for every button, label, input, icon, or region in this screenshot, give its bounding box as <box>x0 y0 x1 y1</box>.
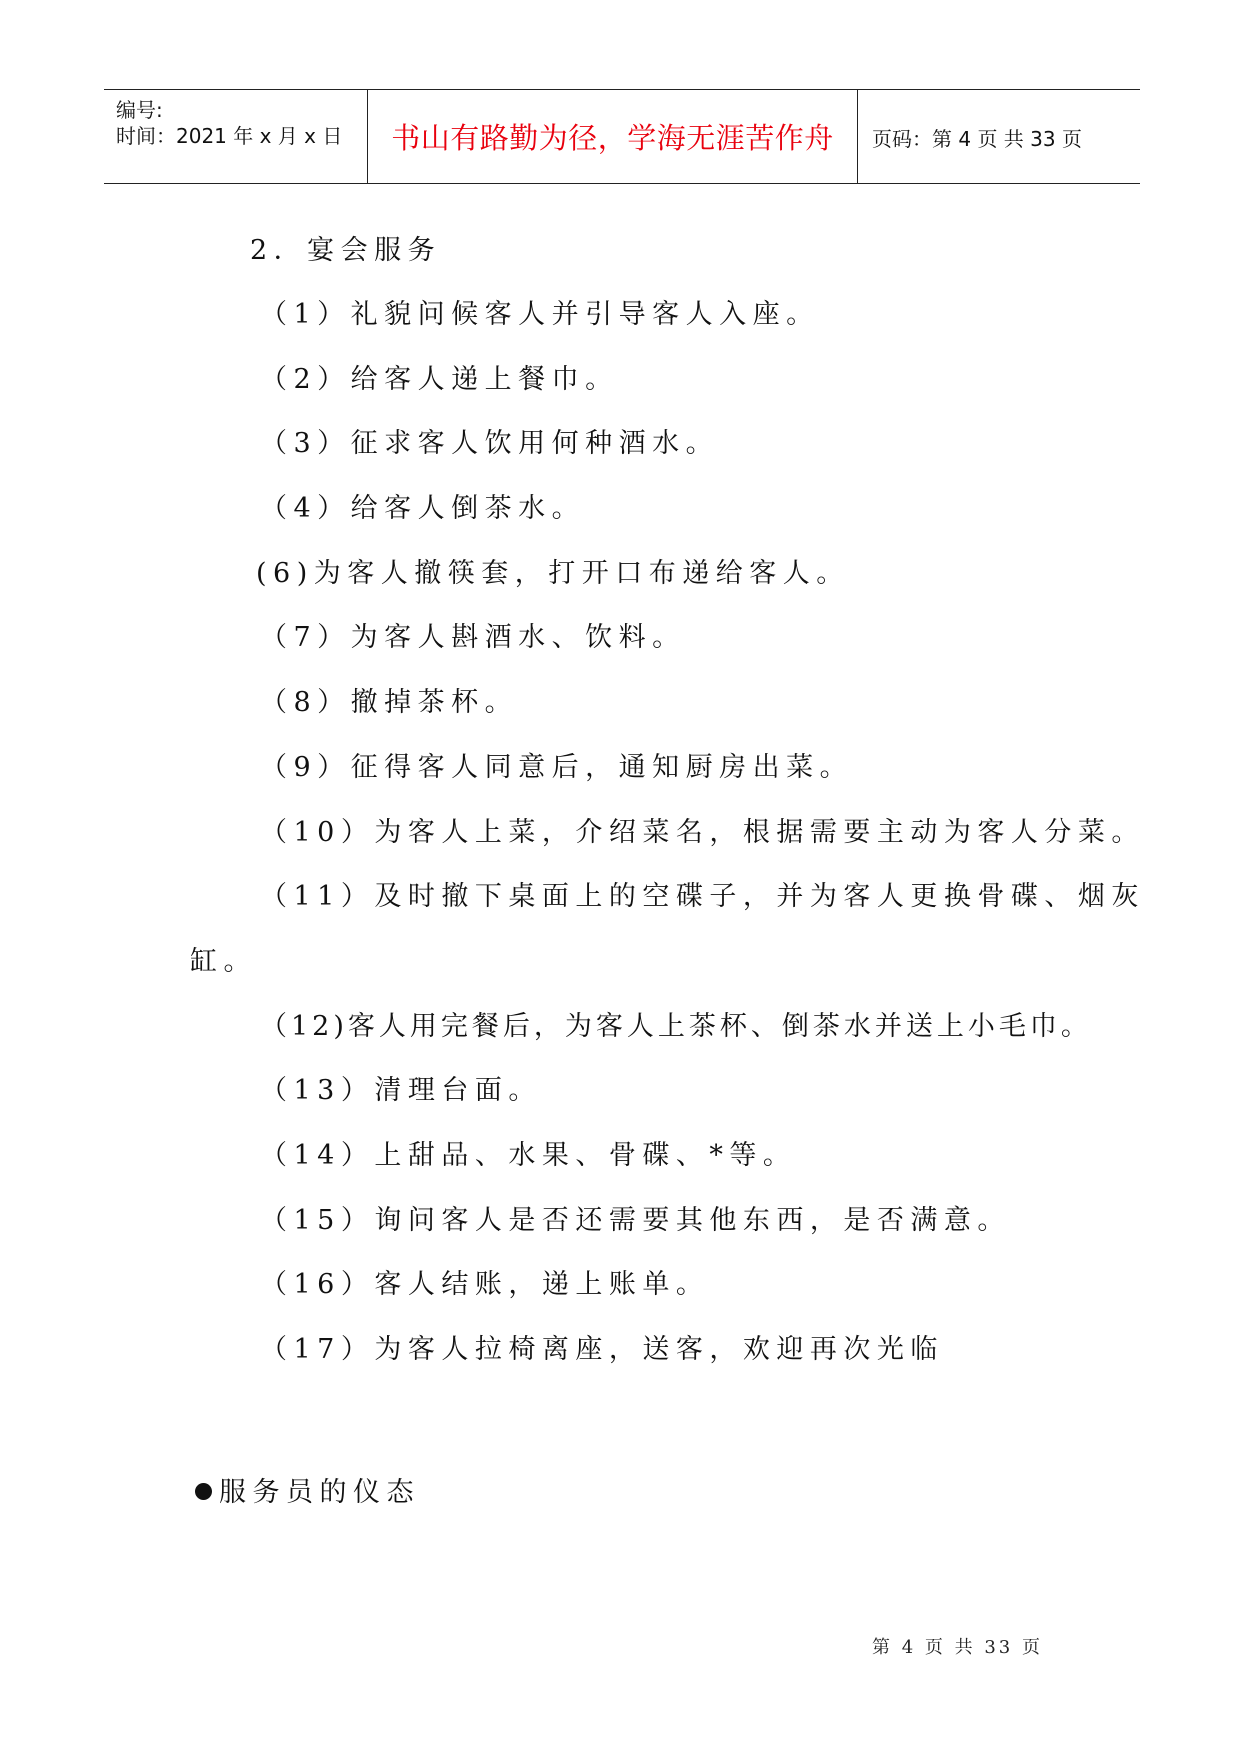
header-motto-cell <box>367 90 858 183</box>
list-item: (6)为客人撤筷套，打开口布递给客人。 <box>256 558 850 589</box>
serial-number-label: 编号: <box>116 98 163 122</box>
list-item: （12)客人用完餐后，为客人上茶杯、倒茶水并送上小毛巾。 <box>260 1011 1092 1042</box>
list-item: （16）客人结账，递上账单。 <box>260 1269 710 1300</box>
list-item: （9）征得客人同意后，通知厨房出菜。 <box>260 752 854 783</box>
list-item: （17）为客人拉椅离座，送客，欢迎再次光临 <box>260 1334 944 1365</box>
list-item: （7）为客人斟酒水、饮料。 <box>260 622 686 653</box>
list-item: （13）清理台面。 <box>260 1075 542 1106</box>
page-header <box>104 89 1140 184</box>
list-item: （11）及时撤下桌面上的空碟子，并为客人更换骨碟、烟灰 <box>260 881 1145 912</box>
bullet-icon <box>195 1483 212 1500</box>
list-item: （15）询问客人是否还需要其他东西，是否满意。 <box>260 1205 1011 1236</box>
header-page-number: 页码：第 4 页 共 33 页 <box>872 127 1082 151</box>
bullet-heading: 服务员的仪态 <box>219 1477 420 1508</box>
list-item: （8）撤掉茶杯。 <box>260 687 519 718</box>
date-label: 时间：2021 年 x 月 x 日 <box>116 124 343 148</box>
list-item: （14）上甜品、水果、骨碟、*等。 <box>260 1140 797 1171</box>
list-item: （1）礼貌问候客人并引导客人入座。 <box>260 299 820 330</box>
footer-page-number: 第 4 页 共 33 页 <box>872 1637 1043 1658</box>
list-item: （3）征求客人饮用何种酒水。 <box>260 428 720 459</box>
list-item-continuation: 缸。 <box>190 946 257 977</box>
list-item: （4）给客人倒茶水。 <box>260 493 586 524</box>
section-title: 2．宴会服务 <box>250 235 442 266</box>
header-page-cell <box>858 90 1140 183</box>
header-info-cell <box>104 90 367 183</box>
motto-text: 书山有路勤为径，学海无涯苦作舟 <box>391 121 834 155</box>
list-item: （10）为客人上菜，介绍菜名，根据需要主动为客人分菜。 <box>260 817 1145 848</box>
list-item: （2）给客人递上餐巾。 <box>260 364 619 395</box>
